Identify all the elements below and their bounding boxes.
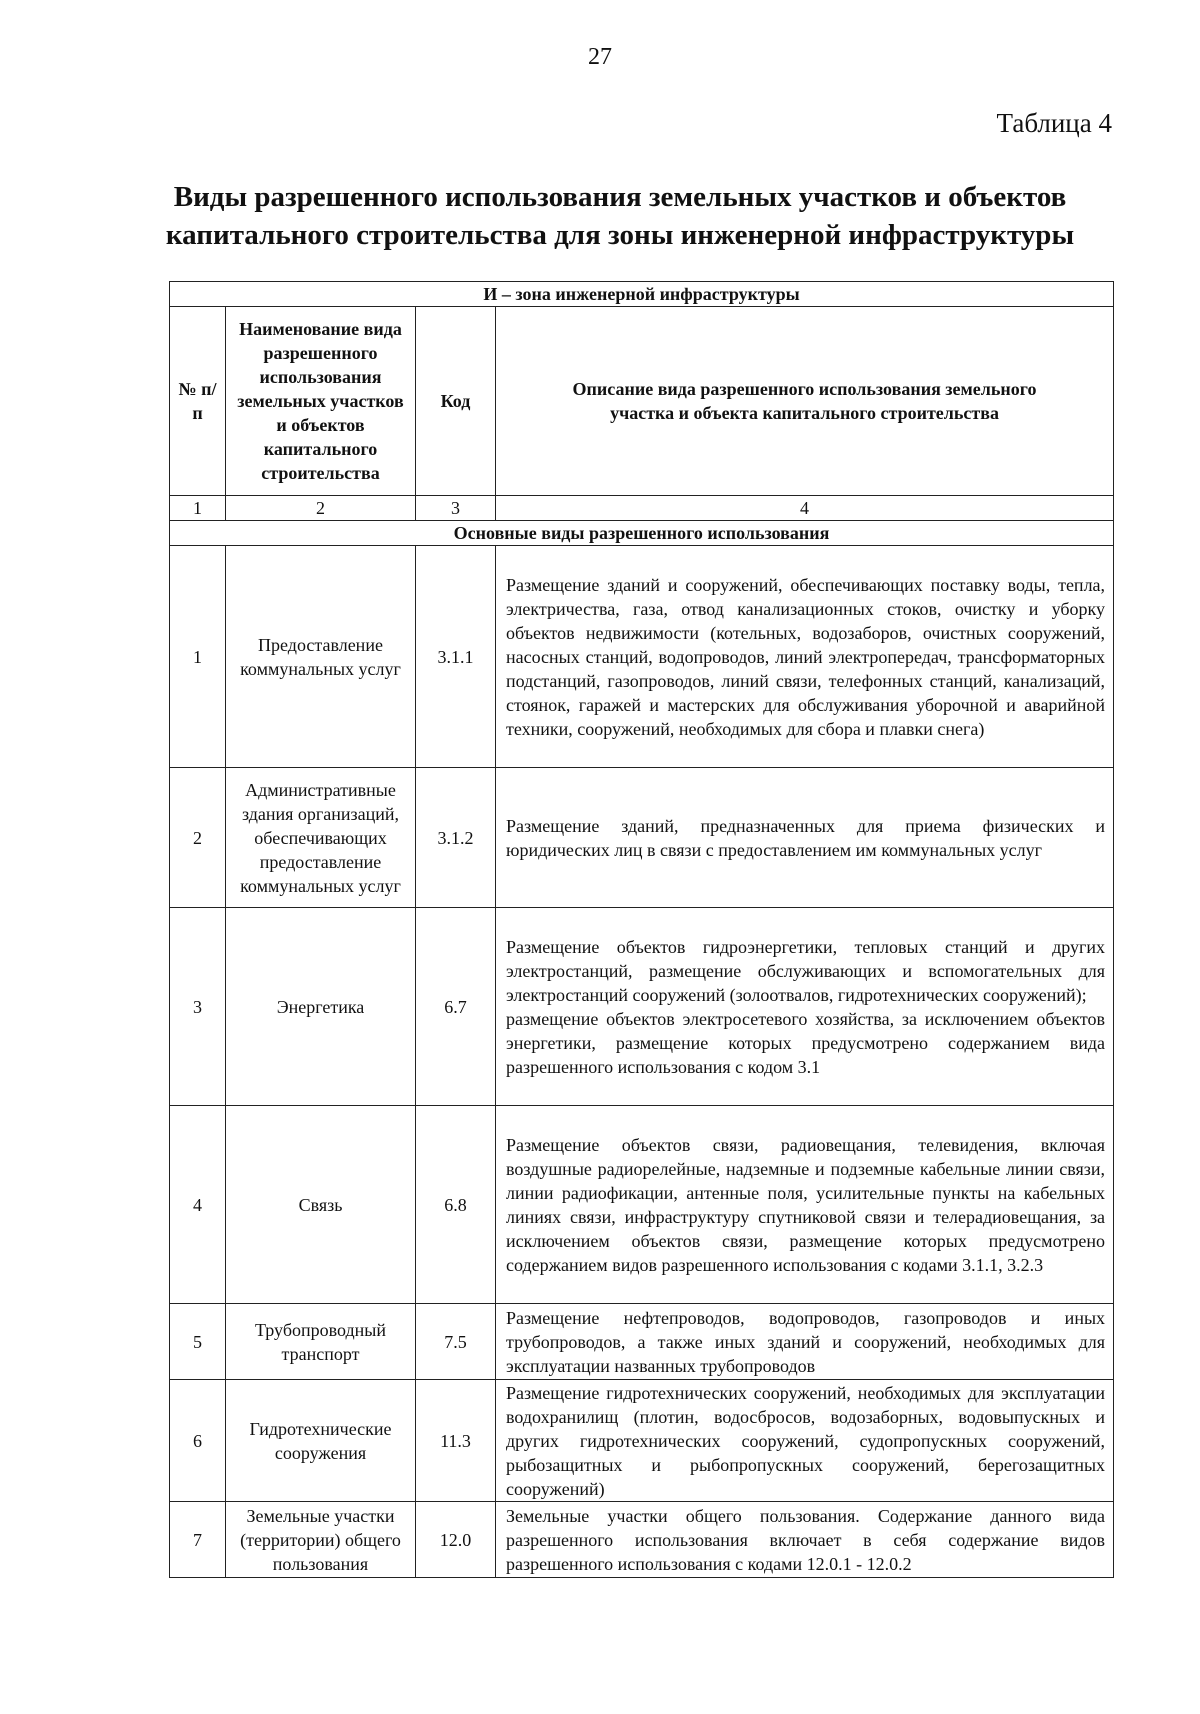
row-code: 3.1.1: [416, 546, 496, 768]
row-code: 6.7: [416, 908, 496, 1106]
row-num: 7: [170, 1502, 226, 1578]
row-description: Размещение зданий и сооружений, обеспечивающих поставку воды, тепла, электричества, газа, отвод канализационных стоков, очистку и уборку объектов недвижимости (котельных, водозаборов, очистных сооружений, насосных станций, водопроводов, линий электропередач, трансформаторных подстанций, газопроводов, линий связи, телефонных станций, канализаций, стоянок, гаражей и мастерских для обслуживания уборочной и аварийной техники, сооружений, необходимых для сбора и плавки снега): [496, 546, 1114, 768]
page-number: 27: [588, 44, 612, 70]
title-line-1: Виды разрешенного использования земельных участков и объектов: [173, 181, 1067, 213]
row-code: 12.0: [416, 1502, 496, 1578]
row-description: Размещение нефтепроводов, водопроводов, газопроводов и иных трубопроводов, а также иных зданий и сооружений, необходимых для эксплуатации названных трубопроводов: [496, 1304, 1114, 1380]
row-description: Земельные участки общего пользования. Содержание данного вида разрешенного использования включает в себя содержание видов разрешенного использования с кодами 12.0.1 - 12.0.2: [496, 1502, 1114, 1578]
land-use-table: [169, 281, 1114, 1578]
col-number: 4: [496, 496, 1114, 521]
table-row: [170, 1502, 1114, 1578]
table-row: [170, 1106, 1114, 1304]
zone-title: И – зона инженерной инфраструктуры: [170, 282, 1114, 307]
row-name: Энергетика: [226, 908, 416, 1106]
row-num: 5: [170, 1304, 226, 1380]
row-name: Земельные участки (территории) общего пользования: [226, 1502, 416, 1578]
row-code: 7.5: [416, 1304, 496, 1380]
header-description: Описание вида разрешенного использования земельного участка и объекта капитального строительства: [496, 307, 1114, 496]
table-row: [170, 908, 1114, 1106]
row-num: 6: [170, 1380, 226, 1502]
row-name: Гидротехнические сооружения: [226, 1380, 416, 1502]
table-label: Таблица 4: [996, 108, 1112, 138]
title-line-2: капитального строительства для зоны инженерной инфраструктуры: [165, 219, 1075, 251]
row-code: 6.8: [416, 1106, 496, 1304]
row-code: 3.1.2: [416, 768, 496, 908]
row-num: 3: [170, 908, 226, 1106]
header-code: Код: [416, 307, 496, 496]
row-description: [496, 908, 1114, 1106]
row-description: Размещение гидротехнических сооружений, необходимых для эксплуатации водохранилищ (плотин, водосбросов, водозаборных, водовыпускных и других гидротехнических сооружений, судопропускных сооружений, рыбозащитных и рыбопропускных сооружений, берегозащитных сооружений): [496, 1380, 1114, 1502]
row-num: 4: [170, 1106, 226, 1304]
row-description: Размещение зданий, предназначенных для приема физических и юридических лиц в связи с предоставлением им коммунальных услуг: [496, 768, 1114, 908]
table-row: [170, 768, 1114, 908]
header-num: № п/п: [170, 307, 226, 496]
table-row: [170, 1380, 1114, 1502]
row-description: Размещение объектов связи, радиовещания, телевидения, включая воздушные радиорелейные, надземные и подземные кабельные линии связи, линии радиофикации, антенные поля, усилительные пункты на кабельных линиях связи, инфраструктуру спутниковой связи и телерадиовещания, за исключением объектов связи, размещение которых предусмотрено содержанием видов разрешенного использования с кодами 3.1.1, 3.2.3: [496, 1106, 1114, 1304]
table-row: [170, 1304, 1114, 1380]
row-name: Административные здания организаций, обеспечивающих предоставление коммунальных услуг: [226, 768, 416, 908]
row-name: Связь: [226, 1106, 416, 1304]
row-code: 11.3: [416, 1380, 496, 1502]
description-part-1: Размещение объектов гидроэнергетики, тепловых станций и других электростанций, размещение обслуживающих и вспомогательных для электростанций сооружений (золоотвалов, гидротехнических сооружений);: [506, 936, 1106, 1005]
row-name: Предоставление коммунальных услуг: [226, 546, 416, 768]
document-title: [120, 178, 1120, 254]
row-name: Трубопроводный транспорт: [226, 1304, 416, 1380]
header-name: Наименование вида разрешенного использования земельных участков и объектов капитального строительства: [226, 307, 416, 496]
row-num: 1: [170, 546, 226, 768]
col-number: 2: [226, 496, 416, 521]
col-number: 3: [416, 496, 496, 521]
section-title: Основные виды разрешенного использования: [170, 521, 1114, 546]
description-part-2: размещение объектов электросетевого хозяйства, за исключением объектов энергетики, размещение которых предусмотрено содержанием вида разрешенного использования с кодом 3.1: [506, 1008, 1106, 1077]
table-row: [170, 546, 1114, 768]
row-num: 2: [170, 768, 226, 908]
col-number: 1: [170, 496, 226, 521]
